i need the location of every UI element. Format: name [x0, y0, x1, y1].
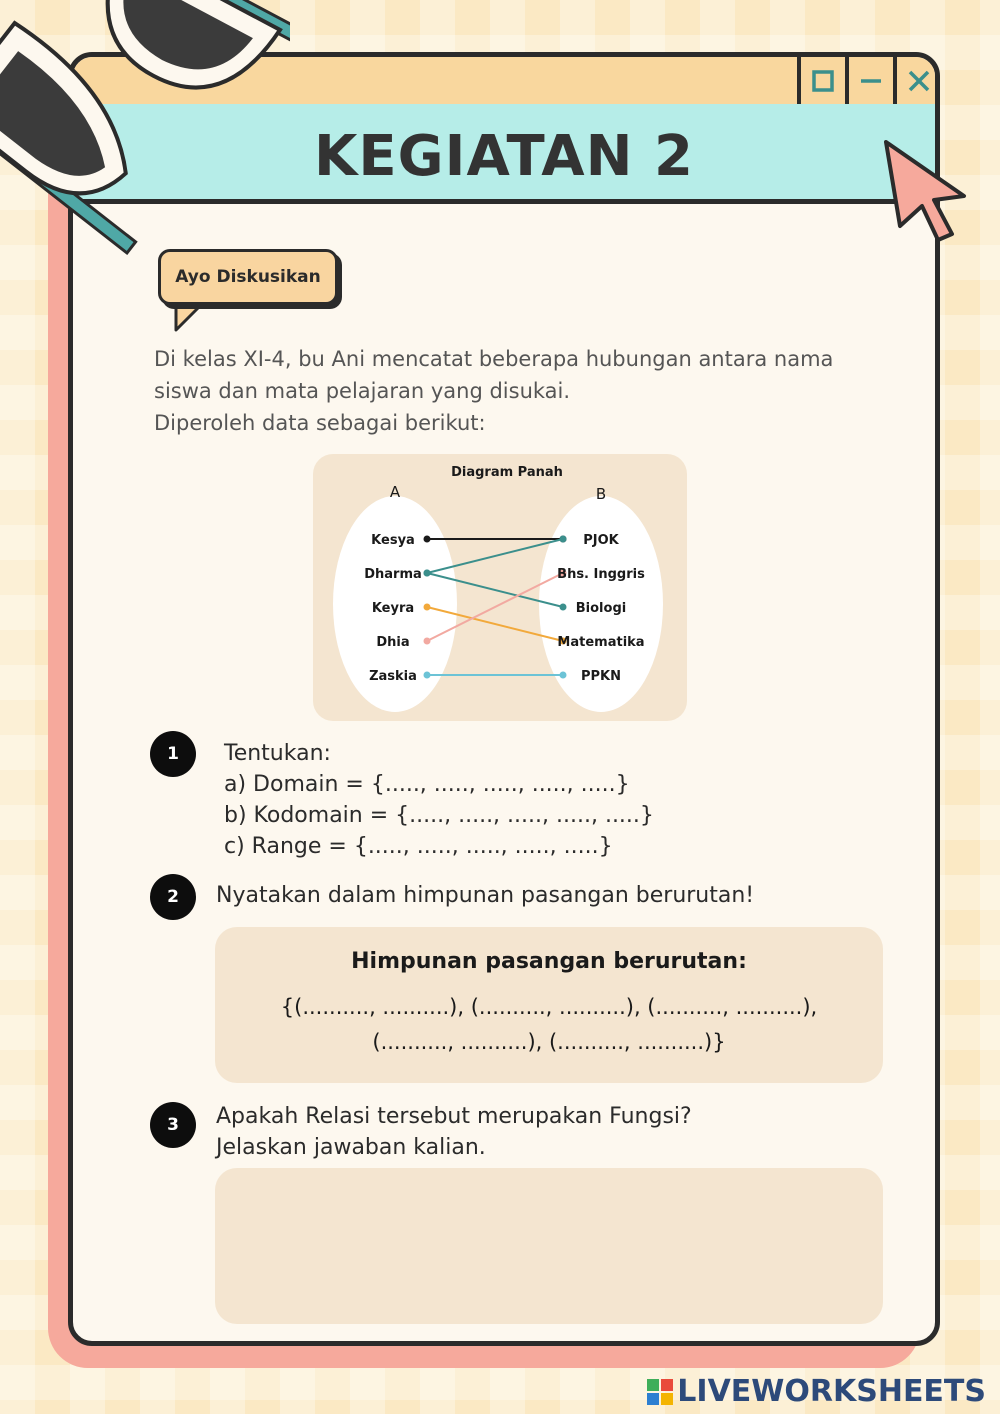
intro-line: Diperoleh data sebagai berikut: [154, 411, 486, 435]
set-b-item: PJOK [583, 533, 619, 548]
liveworksheets-logo-icon [647, 1379, 673, 1405]
question-number-2: 2 [150, 874, 196, 920]
set-a-item: Dhia [376, 635, 410, 650]
maximize-icon[interactable] [797, 57, 845, 104]
diagram-title: Diagram Panah [451, 465, 563, 480]
cursor-icon [878, 136, 973, 246]
set-b-item: Matematika [557, 635, 645, 650]
relation-start-dot [424, 672, 431, 679]
discussion-bubble: Ayo Diskusikan [158, 249, 338, 305]
function-answer-box[interactable] [215, 1168, 883, 1324]
range-answer[interactable]: c) Range = {....., ....., ....., ....., .....} [224, 834, 613, 859]
question-1-label: Tentukan: [224, 741, 331, 766]
intro-text [154, 343, 894, 439]
question-2-text: Nyatakan dalam himpunan pasangan berurutan! [216, 883, 755, 908]
domain-answer[interactable]: a) Domain = {....., ....., ....., ....., .....} [224, 772, 630, 797]
page-title: KEGIATAN 2 [314, 124, 694, 189]
intro-line: Di kelas XI-4, bu Ani mencatat beberapa hubungan antara nama [154, 347, 834, 371]
intro-line: siswa dan mata pelajaran yang disukai. [154, 379, 571, 403]
question-3-line: Apakah Relasi tersebut merupakan Fungsi? [216, 1104, 692, 1129]
ordered-pairs-line[interactable]: (.........., ..........), (.........., ..........)} [372, 1030, 726, 1054]
set-b-item: Biologi [575, 601, 627, 616]
question-1 [224, 738, 654, 862]
set-a-label: A [389, 483, 401, 501]
set-a-item: Zaskia [369, 669, 417, 684]
question-3-text [216, 1101, 692, 1163]
close-icon[interactable] [893, 57, 940, 104]
set-a-item: Keyra [371, 601, 415, 616]
set-a-item: Kesya [371, 533, 415, 548]
question-3-line: Jelaskan jawaban kalian. [216, 1135, 486, 1160]
bubble-tail [172, 300, 212, 334]
relation-start-dot [424, 570, 431, 577]
minimize-icon[interactable] [845, 57, 893, 104]
relation-start-dot [424, 604, 431, 611]
set-a-item: Dharma [364, 567, 422, 582]
relation-end-dot [560, 672, 567, 679]
relation-end-dot [560, 536, 567, 543]
relation-start-dot [424, 536, 431, 543]
brand-name: LIVEWORKSHEETS [677, 1374, 986, 1409]
set-b-item: PPKN [580, 669, 622, 684]
ordered-pairs-line[interactable]: {(.........., ..........), (.........., ..........), (.........., ..........), [280, 995, 818, 1019]
ordered-pairs-box[interactable] [215, 927, 883, 1083]
codomain-answer[interactable]: b) Kodomain = {....., ....., ....., ....., .....} [224, 803, 654, 828]
arrow-diagram [313, 454, 687, 721]
footer-brand [647, 1374, 986, 1409]
ordered-pairs-title: Himpunan pasangan berurutan: [351, 949, 747, 974]
set-b-item: Bhs. Inggris [557, 567, 645, 582]
relation-end-dot [560, 604, 567, 611]
relation-start-dot [424, 638, 431, 645]
question-number-3: 3 [150, 1102, 196, 1148]
set-b-label: B [595, 485, 607, 503]
question-number-1: 1 [150, 731, 196, 777]
